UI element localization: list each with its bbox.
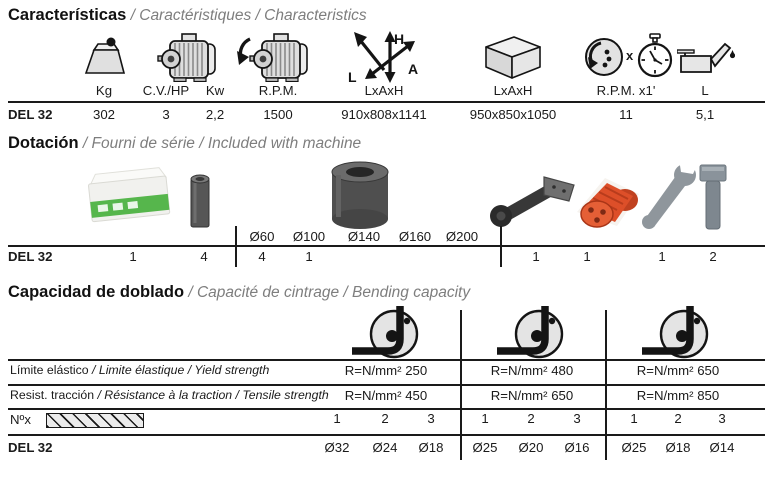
n2-group2: 2 <box>527 411 535 426</box>
motor-icon <box>156 32 218 82</box>
bushing-photo <box>328 158 392 230</box>
wrench-qty: 1 <box>658 249 666 264</box>
dia1-group1: Ø32 <box>324 440 350 455</box>
packing-box-icon <box>483 33 543 81</box>
rebar-hatch-icon <box>46 413 144 428</box>
plug-photo <box>573 172 643 231</box>
rpm-header: R.P.M. <box>258 83 298 98</box>
n3-group3: 3 <box>718 411 726 426</box>
caracteristicas-title-translations: / Caractéristiques / Characteristics <box>126 7 367 24</box>
n1-group3: 1 <box>630 411 638 426</box>
dia2-group1: Ø24 <box>372 440 398 455</box>
n1-group2: 1 <box>481 411 489 426</box>
dia2-group2: Ø20 <box>518 440 544 455</box>
dimensions-arrows-icon <box>348 30 420 83</box>
dia-140-header: Ø140 <box>347 229 381 244</box>
caracteristicas-title-es: Características <box>8 6 127 24</box>
dia1-group3: Ø25 <box>621 440 647 455</box>
dia1-group2: Ø25 <box>472 440 498 455</box>
kw-value: 2,2 <box>205 107 225 122</box>
rpm-per-min-value: 11 <box>619 107 633 122</box>
yield-value-group2: R=N/mm² 480 <box>490 363 574 378</box>
tensile-strength-label <box>10 388 329 402</box>
packing-dims-value: 950x850x1050 <box>469 107 557 122</box>
dims-letter-h: H <box>394 31 405 47</box>
weight-icon <box>83 37 125 75</box>
cv-hp-header: C.V./HP <box>142 83 190 98</box>
model-label: DEL 32 <box>8 107 53 122</box>
capacidad-rule-3 <box>8 408 765 410</box>
oil-litres-value: 5,1 <box>695 107 715 122</box>
tensile-value-group3: R=N/mm² 850 <box>636 388 720 403</box>
dims-letter-a: A <box>408 61 419 77</box>
kg-value: 302 <box>92 107 116 122</box>
tensile-value-group2: R=N/mm² 650 <box>490 388 574 403</box>
dia-160-header: Ø160 <box>398 229 432 244</box>
capacidad-rule-top <box>8 359 765 361</box>
n1-group1: 1 <box>333 411 341 426</box>
tensile-label-translations: / Résistance à la traction / Tensile strength <box>94 388 329 402</box>
wrench-photo <box>637 161 699 231</box>
tensile-label-es: Resist. tracción <box>10 388 95 402</box>
stopwatch-icon <box>637 33 674 79</box>
dia-200-header: Ø200 <box>445 229 479 244</box>
n3-group1: 3 <box>427 411 435 426</box>
package-qty: 1 <box>129 249 137 264</box>
caracteristicas-title <box>8 6 367 25</box>
dia3-group3: Ø14 <box>709 440 735 455</box>
oil-can-icon <box>677 42 735 76</box>
dia-60-header: Ø60 <box>249 229 275 244</box>
dotacion-divider-1 <box>235 226 237 267</box>
bending-roller-icon <box>495 304 571 360</box>
capacidad-title-es: Capacidad de doblado <box>8 283 185 301</box>
n2-group1: 2 <box>381 411 389 426</box>
yield-value-group3: R=N/mm² 650 <box>636 363 720 378</box>
rpm-per-min-header: R.P.M. x1' <box>596 83 656 98</box>
yield-label-es: Límite elástico <box>10 363 89 377</box>
dims-letter-l: L <box>348 69 357 83</box>
oil-litres-header: L <box>701 83 709 98</box>
n-bars-label: Nºx <box>10 412 31 427</box>
lever-qty: 1 <box>532 249 540 264</box>
pin-photo <box>188 172 212 230</box>
caracteristicas-rule <box>8 101 765 103</box>
capacidad-rule-bold <box>8 434 765 436</box>
kg-header: Kg <box>95 83 113 98</box>
dia-60-qty: 4 <box>258 249 266 264</box>
bolt-qty: 2 <box>709 249 717 264</box>
rpm-value: 1500 <box>263 107 293 122</box>
capacidad-title-translations: / Capacité de cintrage / Bending capacity <box>184 284 471 301</box>
motor-rotation-icon <box>236 32 310 82</box>
yield-label-translations: / Limite élastique / Yield strength <box>88 363 270 377</box>
dotacion-title-translations: / Fourni de série / Included with machine <box>78 135 362 152</box>
capacidad-title <box>8 283 470 302</box>
model-label: DEL 32 <box>8 249 53 264</box>
dotacion-divider-2 <box>500 226 502 267</box>
plug-qty: 1 <box>583 249 591 264</box>
capacidad-rule-2 <box>8 384 765 386</box>
cv-hp-value: 3 <box>162 107 170 122</box>
machine-dims-header: LxAxH <box>364 83 404 98</box>
model-label: DEL 32 <box>8 440 53 455</box>
dia3-group2: Ø16 <box>564 440 590 455</box>
yield-strength-label <box>10 363 269 377</box>
multiplier-x-label: x <box>626 48 634 63</box>
dotacion-title <box>8 134 361 153</box>
bolt-photo <box>699 163 727 231</box>
package-photo <box>84 167 172 229</box>
yield-value-group1: R=N/mm² 250 <box>344 363 428 378</box>
lever-photo <box>486 167 578 231</box>
rotation-disc-icon <box>584 37 624 77</box>
dia-100-qty: 1 <box>305 249 313 264</box>
bending-roller-icon <box>350 304 426 360</box>
dia3-group1: Ø18 <box>418 440 444 455</box>
n2-group3: 2 <box>674 411 682 426</box>
tensile-value-group1: R=N/mm² 450 <box>344 388 428 403</box>
dia-100-header: Ø100 <box>292 229 326 244</box>
dotacion-rule <box>8 245 765 247</box>
machine-dims-value: 910x808x1141 <box>341 107 427 122</box>
dia2-group3: Ø18 <box>665 440 691 455</box>
n3-group2: 3 <box>573 411 581 426</box>
kw-header: Kw <box>205 83 225 98</box>
bending-roller-icon <box>640 304 716 360</box>
dotacion-title-es: Dotación <box>8 134 79 152</box>
pin-qty: 4 <box>200 249 208 264</box>
packing-dims-header: LxAxH <box>493 83 533 98</box>
